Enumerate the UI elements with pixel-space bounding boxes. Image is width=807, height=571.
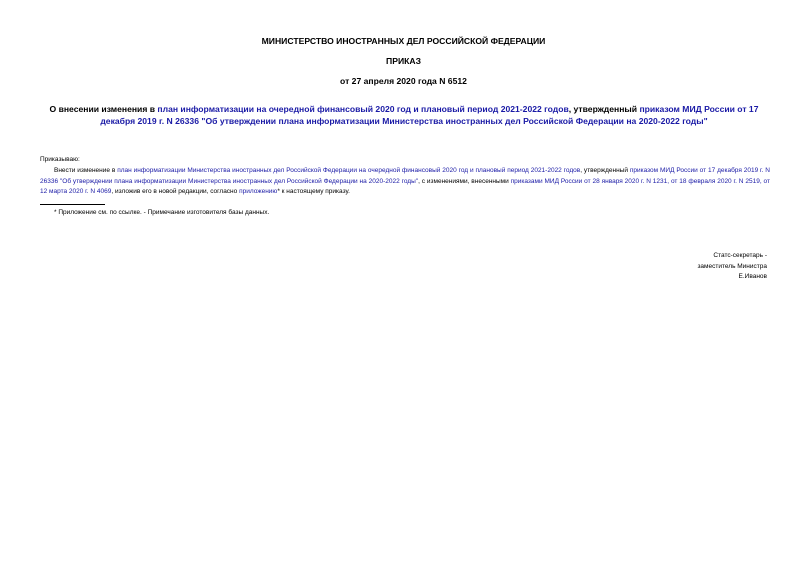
title-link-order[interactable]: приказом МИД России от 17 декабря 2019 г. N 26336 "Об утверждении плана информатизации Министерства иностранных дел Российской Федерации на 2020-2022 годы" bbox=[100, 104, 759, 126]
signature-position-line-2: заместитель Министра bbox=[697, 262, 767, 270]
paragraph-mid-3: , изложив его в новой редакции, согласно bbox=[111, 188, 240, 195]
paragraph-mid-2: , с изменениями, внесенными bbox=[418, 177, 511, 185]
body-link-order[interactable]: приказом МИД России от 17 декабря 2019 г. N 26336 "Об утверждении плана информатизации Министерства иностранных дел Российской Федерации на 2020-2022 годы" bbox=[40, 167, 770, 185]
title-prefix: О внесении изменения в bbox=[49, 104, 158, 114]
paragraph-start: Внести изменение в bbox=[54, 167, 118, 174]
ministry-name: МИНИСТЕРСТВО ИНОСТРАННЫХ ДЕЛ РОССИЙСКОЙ ФЕДЕРАЦИИ bbox=[261, 36, 546, 46]
signature-block bbox=[697, 251, 767, 283]
paragraph-mid-1: , утвержденный bbox=[580, 167, 630, 174]
signature-position-line-1: Статс-секретарь - bbox=[713, 252, 767, 259]
footnote: * Приложение см. по ссылке. - Примечание изготовителя базы данных. bbox=[54, 209, 270, 216]
body-link-amending-orders[interactable]: приказами МИД России от 28 января 2020 г. N 1231, от 18 февраля 2020 г. N 2519, от 12 марта 2020 г. N 4069 bbox=[40, 177, 770, 195]
signature-name: Е.Иванов bbox=[738, 273, 767, 280]
footnote-divider bbox=[40, 204, 105, 205]
order-word: Приказываю: bbox=[40, 156, 80, 163]
order-paragraph bbox=[40, 166, 770, 198]
body-link-plan[interactable]: план информатизации Министерства иностранных дел Российской Федерации на очередной финансовый 2020 год и плановый период 2021-2022 годов bbox=[117, 167, 581, 174]
title-link-plan[interactable]: план информатизации на очередной финансовый 2020 год и плановый период 2021-2022 годов bbox=[157, 104, 569, 114]
paragraph-end: * к настоящему приказу. bbox=[277, 188, 350, 195]
title-middle: , утвержденный bbox=[568, 104, 640, 114]
document-date-number: от 27 апреля 2020 года N 6512 bbox=[340, 76, 467, 86]
body-link-appendix[interactable]: приложению bbox=[239, 188, 278, 195]
document-title bbox=[36, 103, 772, 127]
document-type: ПРИКАЗ bbox=[386, 56, 421, 66]
